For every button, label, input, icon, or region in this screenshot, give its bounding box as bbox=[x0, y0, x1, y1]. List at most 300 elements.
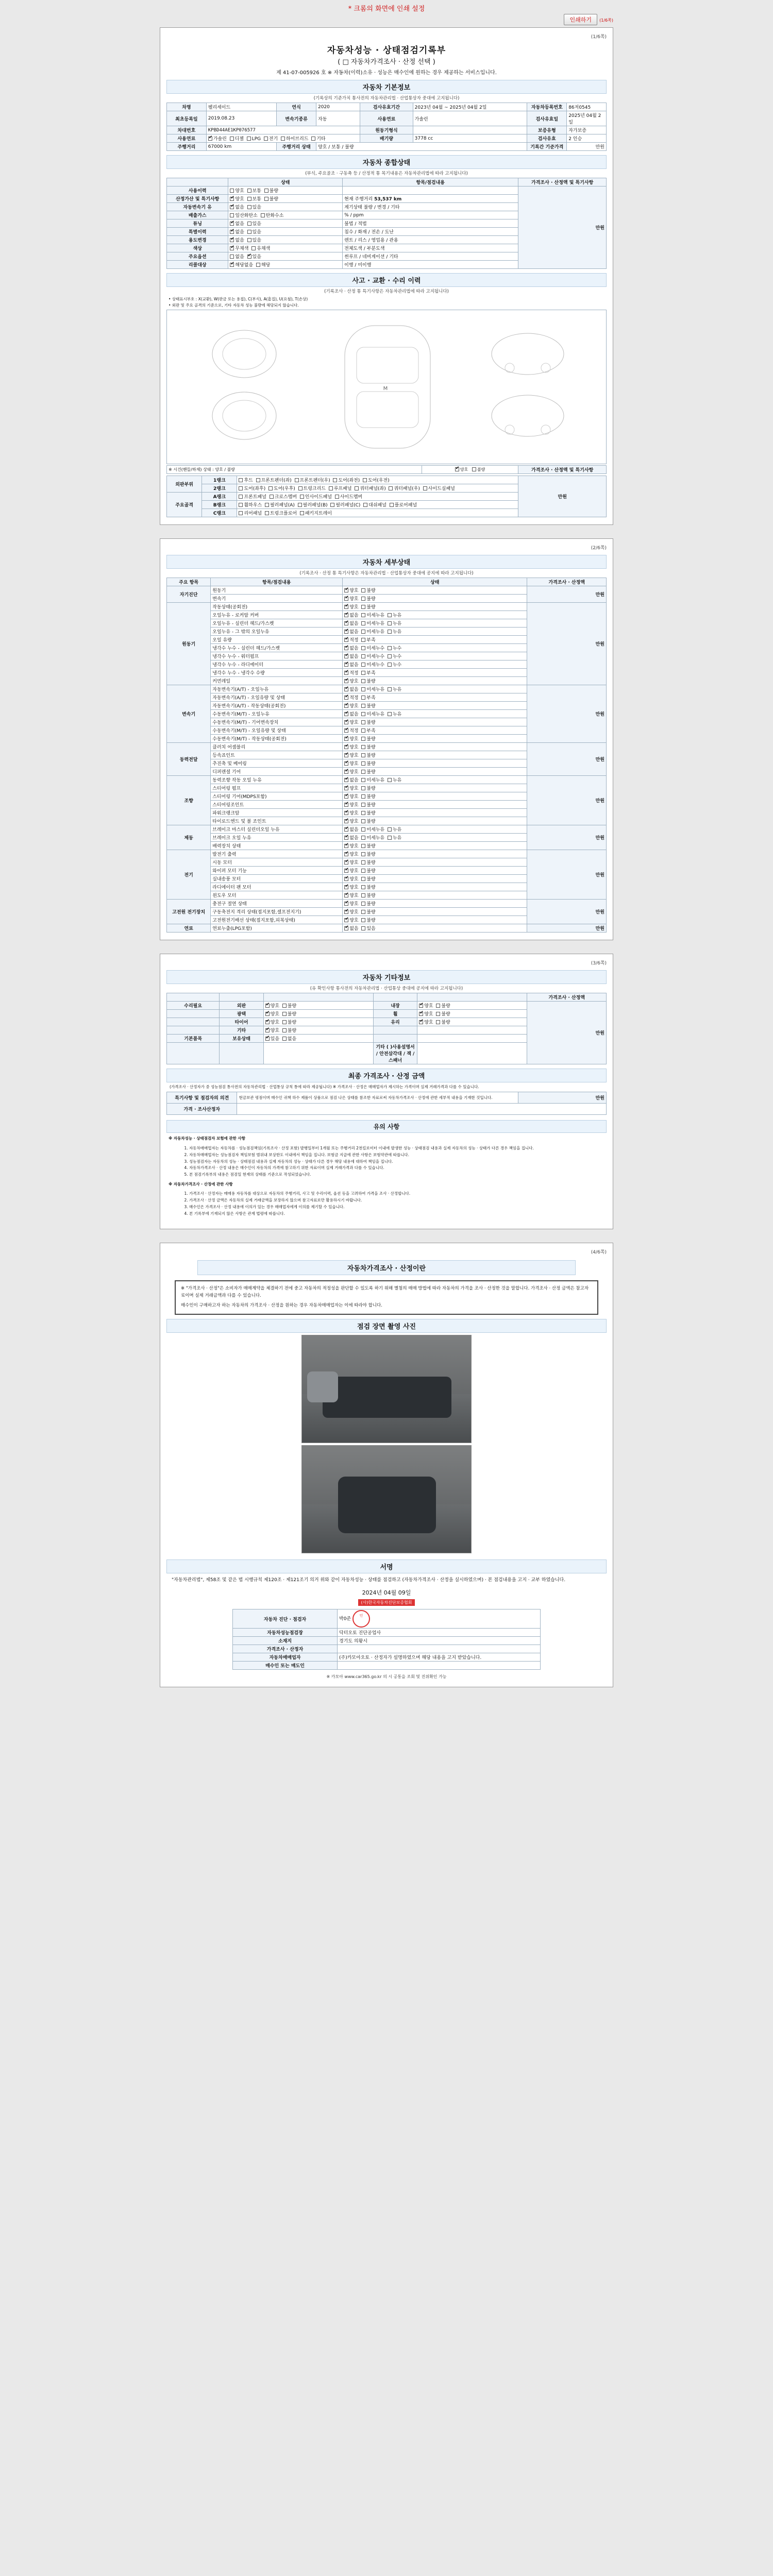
table-row bbox=[167, 466, 607, 474]
overall-opt-3-1[interactable]: 탄화수소 bbox=[261, 213, 284, 218]
table-header-row bbox=[167, 178, 607, 187]
etc-opt2-2-0[interactable]: ✔ 양호 bbox=[419, 1020, 433, 1025]
detail-opt-1-1-0[interactable]: ✔ 없음 bbox=[344, 613, 358, 618]
detail-opt-1-9-0[interactable]: ✔ 양호 bbox=[344, 679, 358, 684]
overall-opt-6-1[interactable]: 있음 bbox=[247, 238, 261, 243]
price-assessor-value bbox=[237, 1104, 607, 1115]
etc-cat-5 bbox=[167, 1043, 220, 1064]
detail-opt-4-2-1[interactable]: 불량 bbox=[361, 794, 375, 800]
fuel-opt-5[interactable]: 기타 bbox=[311, 137, 325, 142]
detail-opt-6-2-0[interactable]: ✔ 양호 bbox=[344, 869, 358, 874]
etc-opt-1-0[interactable]: ✔ 양호 bbox=[265, 1012, 279, 1017]
overall-state-7[interactable] bbox=[228, 244, 343, 252]
overall-name-0: 사용이력 bbox=[167, 187, 228, 195]
detail-item-1-5: 냉각수 누수 - 실린더 헤드/가스켓 bbox=[211, 644, 343, 652]
detail-opt-6-3-0[interactable]: ✔ 양호 bbox=[344, 877, 358, 882]
overall-opt-6-0[interactable]: ✔ 없음 bbox=[230, 238, 244, 243]
detail-state-8-0[interactable] bbox=[343, 924, 527, 933]
detail-opt-4-0-0[interactable]: ✔ 없음 bbox=[344, 778, 358, 783]
page-number-3: (3/6쪽) bbox=[591, 961, 607, 967]
topbar bbox=[0, 0, 773, 27]
detail-opt-6-4-1[interactable]: 불량 bbox=[361, 885, 375, 890]
photo-section-title: 점검 장면 촬영 사진 bbox=[166, 1319, 607, 1333]
detail-opt-7-2-0[interactable]: ✔ 양호 bbox=[344, 918, 358, 923]
overall-opt-3-0[interactable]: 일산화탄소 bbox=[230, 213, 257, 218]
detail-item-6-4: 라디에이터 팬 모터 bbox=[211, 883, 343, 891]
detail-opt-5-0-1[interactable]: 미세누유 bbox=[361, 827, 384, 833]
etc-state2-1[interactable] bbox=[417, 1010, 527, 1018]
overall-opt-8-0[interactable]: 없음 bbox=[230, 255, 244, 260]
detail-state-1-9[interactable] bbox=[343, 677, 527, 685]
caution-box bbox=[175, 1280, 598, 1315]
detail-opt-1-4-1[interactable]: 부족 bbox=[361, 638, 375, 643]
table-row bbox=[233, 1662, 541, 1670]
detail-opt-6-1-0[interactable]: ✔ 양호 bbox=[344, 860, 358, 866]
detail-opt-6-5-0[interactable]: ✔ 양호 bbox=[344, 893, 358, 899]
overall-state-4[interactable] bbox=[228, 219, 343, 228]
detail-opt-1-4-0[interactable]: ✔ 적정 bbox=[344, 638, 358, 643]
detail-opt-2-3-2[interactable]: 누유 bbox=[388, 712, 401, 717]
detail-state-7-0[interactable] bbox=[343, 900, 527, 908]
detail-opt-1-6-2[interactable]: 누수 bbox=[388, 654, 401, 659]
detail-opt-1-2-1[interactable]: 미세누유 bbox=[361, 621, 384, 626]
etc-opt2-0-0[interactable]: ✔ 양호 bbox=[419, 1004, 433, 1009]
detail-state-4-0[interactable] bbox=[343, 776, 527, 784]
table-row bbox=[167, 476, 607, 484]
detail-opt-5-0-2[interactable]: 누유 bbox=[388, 827, 401, 833]
detail-opt-1-8-1[interactable]: 부족 bbox=[361, 671, 375, 676]
overall-state-1[interactable] bbox=[228, 195, 343, 203]
detail-state-2-1[interactable] bbox=[343, 693, 527, 702]
detail-opt-1-3-1[interactable]: 미세누유 bbox=[361, 630, 384, 635]
col-price: 가격조사 · 산정액 및 특기사항 bbox=[518, 178, 607, 187]
detail-state-4-1[interactable] bbox=[343, 784, 527, 792]
inspection-photo-1[interactable] bbox=[301, 1335, 472, 1443]
sig-label-2: 소재지 bbox=[233, 1637, 338, 1645]
detail-state-7-1[interactable] bbox=[343, 908, 527, 916]
label-valid: 검사유효일 bbox=[527, 111, 567, 126]
overall-state-9[interactable] bbox=[228, 261, 343, 269]
overall-name-1: 산정가산 및 특기사항 bbox=[167, 195, 228, 203]
overall-opt-4-1[interactable]: 있음 bbox=[247, 222, 261, 227]
sig-value-4: (주)카모아오토 · 산정자가 ﻿설명하였으며 해당 내용을 고지 받았습니다. bbox=[338, 1653, 541, 1662]
detail-cat-1: 원동기 bbox=[167, 603, 211, 685]
detail-price-4: 만원 bbox=[527, 776, 607, 825]
print-button[interactable]: 인쇄하기 bbox=[564, 14, 597, 25]
detail-opt-7-0-0[interactable]: ✔ 양호 bbox=[344, 902, 358, 907]
section-etc-title: 자동차 기타정보 bbox=[166, 970, 607, 984]
stamp-icon: 인 bbox=[352, 1610, 370, 1628]
overall-opt-4-0[interactable]: ✔ 없음 bbox=[230, 222, 244, 227]
price-table bbox=[166, 1092, 607, 1115]
overall-state-0[interactable] bbox=[228, 187, 343, 195]
etc-opt2-0-1[interactable]: 불량 bbox=[436, 1004, 450, 1009]
caution-title: 자동차가격조사 · 산정이란 bbox=[197, 1260, 576, 1275]
fuel-opt-1[interactable]: 디젤 bbox=[230, 137, 244, 142]
etc-opt-0-0[interactable]: ✔ 양호 bbox=[265, 1004, 279, 1009]
detail-state-4-5[interactable] bbox=[343, 817, 527, 825]
overall-opt-2-0[interactable]: ✔ 없음 bbox=[230, 205, 244, 210]
detail-opt-4-1-0[interactable]: ✔ 양호 bbox=[344, 786, 358, 791]
detail-state-6-2[interactable] bbox=[343, 867, 527, 875]
overall-detail-1: 현재 주행거리 53,537 km bbox=[343, 195, 518, 203]
detail-opt-4-3-0[interactable]: ✔ 양호 bbox=[344, 803, 358, 808]
detail-opt-4-5-0[interactable]: ✔ 양호 bbox=[344, 819, 358, 824]
overall-opt-8-1[interactable]: ✔ 있음 bbox=[247, 255, 261, 260]
detail-opt-7-1-1[interactable]: 불량 bbox=[361, 910, 375, 915]
detail-opt-1-0-0[interactable]: ✔ 양호 bbox=[344, 605, 358, 610]
detail-item-4-1: 스티어링 펌프 bbox=[211, 784, 343, 792]
frame-rank-a: A랭크 bbox=[202, 493, 237, 501]
detail-opt-2-5-1[interactable]: 부족 bbox=[361, 728, 375, 734]
table-row bbox=[167, 1002, 607, 1010]
detail-state-6-4[interactable] bbox=[343, 883, 527, 891]
detail-item-4-4: 파워크랭크암 bbox=[211, 809, 343, 817]
overall-opt-0-1[interactable]: 보통 bbox=[247, 189, 261, 194]
detail-opt-4-2-0[interactable]: ✔ 양호 bbox=[344, 794, 358, 800]
detail-item-1-9: 커먼레일 bbox=[211, 677, 343, 685]
detail-opt-1-2-2[interactable]: 누유 bbox=[388, 621, 401, 626]
etc-item2-4 bbox=[373, 1035, 417, 1043]
detail-state-4-2[interactable] bbox=[343, 792, 527, 801]
detail-opt-6-0-1[interactable]: 불량 bbox=[361, 852, 375, 857]
detail-item-3-1: 등속죠인트 bbox=[211, 751, 343, 759]
overall-opt-1-2[interactable]: 불량 bbox=[264, 197, 278, 202]
overall-opt-9-0[interactable]: ✔ 해당없음 bbox=[230, 263, 253, 268]
detail-state-6-5[interactable] bbox=[343, 891, 527, 900]
detail-opt-4-3-1[interactable]: 불량 bbox=[361, 803, 375, 808]
etc-opt-1-1[interactable]: 불량 bbox=[282, 1012, 296, 1017]
etc-rows bbox=[167, 1002, 607, 1064]
detail-opt-1-6-0[interactable]: ✔ 없음 bbox=[344, 654, 358, 659]
overall-state-5[interactable] bbox=[228, 228, 343, 236]
etc-state-5[interactable] bbox=[263, 1043, 373, 1064]
warnings-body bbox=[166, 1135, 607, 1222]
signature-title: 서명 bbox=[166, 1560, 607, 1573]
value-carname: 펠리세이드 bbox=[206, 103, 276, 111]
etc-col-cat bbox=[167, 993, 220, 1002]
col-item: 항목/점검내용 bbox=[211, 578, 343, 586]
detail-opt-0-1-1[interactable]: 불량 bbox=[361, 597, 375, 602]
detail-opt-1-0-1[interactable]: 불량 bbox=[361, 605, 375, 610]
price-desc: (가격조사 · 산정자가 중 성능점검 통사전의 자동차관리법 · 산업통상 규칙 통에 따라 제공됩니다) ※ 가격조사 · 산정은 매매업자가 제시하는 가격이며 실제 거래가격과 다를 수 있습니다. bbox=[170, 1084, 479, 1090]
overall-opt-7-1[interactable]: 유채색 bbox=[251, 246, 270, 251]
overall-state-3[interactable] bbox=[228, 211, 343, 219]
detail-opt-4-0-2[interactable]: 누유 bbox=[388, 778, 401, 783]
detail-item-1-8: 냉각수 누수 - 냉각수 수량 bbox=[211, 669, 343, 677]
overall-state-2[interactable] bbox=[228, 203, 343, 211]
overall-opt-9-1[interactable]: 해당 bbox=[256, 263, 270, 268]
detail-state-2-5[interactable] bbox=[343, 726, 527, 735]
detail-opt-4-1-1[interactable]: 불량 bbox=[361, 786, 375, 791]
detail-opt-5-1-0[interactable]: ✔ 없음 bbox=[344, 836, 358, 841]
detail-opt-1-5-2[interactable]: 누수 bbox=[388, 646, 401, 651]
detail-opt-5-2-0[interactable]: ✔ 양호 bbox=[344, 844, 358, 849]
detail-opt-3-2-1[interactable]: 불량 bbox=[361, 761, 375, 767]
etc-col-item2 bbox=[373, 993, 417, 1002]
detail-state-3-1[interactable] bbox=[343, 751, 527, 759]
table-row bbox=[233, 1609, 541, 1629]
detail-opt-6-2-1[interactable]: 불량 bbox=[361, 869, 375, 874]
label-transmission: 변속기종류 bbox=[277, 111, 316, 126]
handle-state-options[interactable]: ✔ 양호 불량 bbox=[422, 466, 518, 474]
page-title: 자동차성능 · 상태점검기록부 bbox=[327, 45, 446, 56]
frame-items-a: 프론트패널 크로스멤버 인사이드패널 사이드멤버 bbox=[237, 493, 518, 501]
detail-state-2-0[interactable] bbox=[343, 685, 527, 693]
detail-opt-1-3-0[interactable]: ✔ 없음 bbox=[344, 630, 358, 635]
detail-opt-1-7-2[interactable]: 누수 bbox=[388, 663, 401, 668]
etc-opt-4-1[interactable]: 없음 bbox=[282, 1037, 296, 1042]
overall-detail-7: 전체도색 / 부분도색 bbox=[343, 244, 518, 252]
etc-item2-3 bbox=[373, 1026, 417, 1035]
detail-opt-2-1-0[interactable]: ✔ 적정 bbox=[344, 696, 358, 701]
warn-item: 1. 가격조사 · 산정자는 매매용 자동차를 대상으로 자동차의 주행거리, 사고 및 수리이력, 옵션 등을 고려하여 가격을 조사 · 산정합니다. bbox=[189, 1191, 604, 1197]
etc-item2-0: 내장 bbox=[373, 1002, 417, 1010]
detail-state-1-0[interactable] bbox=[343, 603, 527, 611]
detail-state-1-5[interactable] bbox=[343, 644, 527, 652]
overall-opt-2-1[interactable]: 있음 bbox=[247, 205, 261, 210]
detail-opt-2-4-1[interactable]: 불량 bbox=[361, 720, 375, 725]
detail-state-1-4[interactable] bbox=[343, 636, 527, 644]
etc-opt-0-1[interactable]: 불량 bbox=[282, 1004, 296, 1009]
detail-state-0-0[interactable] bbox=[343, 586, 527, 595]
overall-name-9: 리콜대상 bbox=[167, 261, 228, 269]
detail-state-1-7[interactable] bbox=[343, 660, 527, 669]
overall-name-3: 배출가스 bbox=[167, 211, 228, 219]
detail-opt-3-0-0[interactable]: ✔ 양호 bbox=[344, 745, 358, 750]
detail-opt-4-5-1[interactable]: 불량 bbox=[361, 819, 375, 824]
detail-state-4-4[interactable] bbox=[343, 809, 527, 817]
etc-state2-5[interactable] bbox=[417, 1043, 527, 1064]
detail-opt-2-0-1[interactable]: 미세누유 bbox=[361, 687, 384, 692]
fuel-opt-2[interactable]: LPG bbox=[247, 137, 261, 142]
etc-state-0[interactable] bbox=[263, 1002, 373, 1010]
detail-opt-8-0-0[interactable]: ✔ 없음 bbox=[344, 926, 358, 931]
etc-opt-3-1[interactable]: 불량 bbox=[282, 1028, 296, 1033]
overall-name-8: 주요옵션 bbox=[167, 252, 228, 261]
detail-opt-2-6-1[interactable]: 불량 bbox=[361, 737, 375, 742]
label-warranty: 보증유형 bbox=[527, 126, 567, 134]
detail-opt-8-0-1[interactable]: 있음 bbox=[361, 926, 375, 931]
fuel-opt-3[interactable]: 전기 bbox=[264, 137, 278, 142]
detail-opt-7-2-1[interactable]: 불량 bbox=[361, 918, 375, 923]
overall-opt-5-1[interactable]: 있음 bbox=[247, 230, 261, 235]
detail-item-6-2: 와이퍼 모터 기능 bbox=[211, 867, 343, 875]
detail-opt-5-2-1[interactable]: 불량 bbox=[361, 844, 375, 849]
detail-state-3-0[interactable] bbox=[343, 743, 527, 751]
detail-opt-3-0-1[interactable]: 불량 bbox=[361, 745, 375, 750]
table-row bbox=[167, 685, 607, 693]
detail-cat-2: 변속기 bbox=[167, 685, 211, 743]
overall-opt-1-1[interactable]: 보통 bbox=[247, 197, 261, 202]
detail-state-2-2[interactable] bbox=[343, 702, 527, 710]
detail-state-1-3[interactable] bbox=[343, 628, 527, 636]
detail-state-6-1[interactable] bbox=[343, 858, 527, 867]
detail-opt-1-9-1[interactable]: 불량 bbox=[361, 679, 375, 684]
sig-label-0: 자동차 진단 · 점검자 bbox=[233, 1609, 338, 1629]
detail-opt-1-5-1[interactable]: 미세누수 bbox=[361, 646, 384, 651]
detail-state-3-2[interactable] bbox=[343, 759, 527, 768]
detail-state-2-4[interactable] bbox=[343, 718, 527, 726]
detail-state-1-8[interactable] bbox=[343, 669, 527, 677]
detail-state-6-0[interactable] bbox=[343, 850, 527, 858]
detail-opt-6-3-1[interactable]: 불량 bbox=[361, 877, 375, 882]
etc-opt-2-0[interactable]: ✔ 양호 bbox=[265, 1020, 279, 1025]
label-fuel-type: 사용연료 bbox=[167, 134, 207, 143]
section-detail-note: (기록조사 · 산정 통 특기사항은 자동차관리법 · 산업통상자 중대에 공지에 따라 고지됩니다) bbox=[299, 571, 474, 577]
detail-opt-1-1-2[interactable]: 누유 bbox=[388, 613, 401, 618]
detail-opt-2-3-0[interactable]: ✔ 없음 bbox=[344, 712, 358, 717]
detail-opt-2-0-2[interactable]: 누유 bbox=[388, 687, 401, 692]
detail-state-2-6[interactable] bbox=[343, 735, 527, 743]
overall-name-2: 자동변속기 유 bbox=[167, 203, 228, 211]
detail-opt-2-2-0[interactable]: ✔ 양호 bbox=[344, 704, 358, 709]
detail-state-1-2[interactable] bbox=[343, 619, 527, 628]
overall-opt-0-0[interactable]: 양호 bbox=[230, 189, 244, 194]
detail-state-1-6[interactable] bbox=[343, 652, 527, 660]
fuel-opt-0[interactable]: ✔ 가솔린 bbox=[208, 137, 227, 142]
value-year: 2020 bbox=[316, 103, 360, 111]
detail-item-6-3: 실내송풍 모터 bbox=[211, 875, 343, 883]
table-row bbox=[167, 111, 607, 126]
detail-opt-7-0-1[interactable]: 불량 bbox=[361, 902, 375, 907]
label-engine-type: 원동기형식 bbox=[360, 126, 413, 134]
detail-opt-6-4-0[interactable]: ✔ 양호 bbox=[344, 885, 358, 890]
etc-state2-0[interactable] bbox=[417, 1002, 527, 1010]
detail-state-5-0[interactable] bbox=[343, 825, 527, 834]
detail-opt-5-0-0[interactable]: ✔ 없음 bbox=[344, 827, 358, 833]
detail-opt-4-0-1[interactable]: 미세누유 bbox=[361, 778, 384, 783]
overall-opt-0-2[interactable]: 불량 bbox=[264, 189, 278, 194]
detail-state-7-2[interactable] bbox=[343, 916, 527, 924]
etc-col-state2 bbox=[417, 993, 527, 1002]
detail-opt-3-2-0[interactable]: ✔ 양호 bbox=[344, 761, 358, 767]
detail-opt-6-0-0[interactable]: ✔ 양호 bbox=[344, 852, 358, 857]
price-special-label: 특기사항 및 점검자의 의견 bbox=[167, 1092, 237, 1104]
detail-state-0-1[interactable] bbox=[343, 595, 527, 603]
overall-state-8[interactable] bbox=[228, 252, 343, 261]
overall-rows bbox=[167, 187, 607, 269]
etc-state2-2[interactable] bbox=[417, 1018, 527, 1026]
overall-opt-5-0[interactable]: ✔ 없음 bbox=[230, 230, 244, 235]
detail-opt-3-1-1[interactable]: 불량 bbox=[361, 753, 375, 758]
warn-group1-list bbox=[169, 1146, 604, 1178]
handle-state-label: ※ 시건(핸들/하체) 상태 : 양호 / 불량 bbox=[167, 466, 422, 474]
detail-opt-3-1-0[interactable]: ✔ 양호 bbox=[344, 753, 358, 758]
accident-price-cell: 만원 bbox=[518, 476, 607, 517]
overall-opt-1-0[interactable]: ✔ 양호 bbox=[230, 197, 244, 202]
etc-state2-4[interactable] bbox=[417, 1035, 527, 1043]
overall-state-6[interactable] bbox=[228, 236, 343, 244]
detail-opt-2-0-0[interactable]: ✔ 없음 bbox=[344, 687, 358, 692]
detail-opt-0-1-0[interactable]: ✔ 양호 bbox=[344, 597, 358, 602]
page-1 bbox=[160, 27, 613, 525]
basic-info-table bbox=[166, 103, 607, 151]
detail-cat-4: 조향 bbox=[167, 776, 211, 825]
detail-item-2-4: 수동변속기(M/T) - 기어변속장치 bbox=[211, 718, 343, 726]
detail-state-3-3[interactable] bbox=[343, 768, 527, 776]
etc-state-2[interactable] bbox=[263, 1018, 373, 1026]
detail-opt-1-6-1[interactable]: 미세누수 bbox=[361, 654, 384, 659]
detail-opt-4-4-1[interactable]: 불량 bbox=[361, 811, 375, 816]
detail-state-5-2[interactable] bbox=[343, 842, 527, 850]
detail-opt-2-3-1[interactable]: 미세누유 bbox=[361, 712, 384, 717]
detail-opt-1-5-0[interactable]: ✔ 없음 bbox=[344, 646, 358, 651]
detail-opt-0-0-1[interactable]: 불량 bbox=[361, 588, 375, 594]
etc-opt2-2-1[interactable]: 불량 bbox=[436, 1020, 450, 1025]
mileage-state-options[interactable]: 양호 / 보통 / 불량 bbox=[316, 143, 527, 151]
sig-value-0: 박0준 인 bbox=[338, 1609, 541, 1629]
overall-name-7: 색상 bbox=[167, 244, 228, 252]
detail-opt-6-1-1[interactable]: 불량 bbox=[361, 860, 375, 866]
etc-opt2-1-0[interactable]: ✔ 양호 bbox=[419, 1012, 433, 1017]
detail-opt-1-8-0[interactable]: ✔ 적정 bbox=[344, 671, 358, 676]
car-damage-diagram[interactable] bbox=[166, 310, 607, 464]
detail-opt-1-3-2[interactable]: 누유 bbox=[388, 630, 401, 635]
page-2 bbox=[160, 538, 613, 940]
doc-number-line: 제 41-07-005926 호 ※ 자동차(이력)소유 · 성능은 매수인에 원하는 경우 제공하는 서비스입니다. bbox=[276, 70, 497, 76]
etc-opt2-1-1[interactable]: 불량 bbox=[436, 1012, 450, 1017]
detail-opt-1-7-1[interactable]: 미세누수 bbox=[361, 663, 384, 668]
detail-state-4-3[interactable] bbox=[343, 801, 527, 809]
etc-opt-4-0[interactable]: ✔ 있음 bbox=[265, 1037, 279, 1042]
etc-state2-3[interactable] bbox=[417, 1026, 527, 1035]
fuel-opt-4[interactable]: 하이브리드 bbox=[281, 137, 308, 142]
etc-item-2: 타이어 bbox=[220, 1018, 263, 1026]
detail-opt-2-6-0[interactable]: ✔ 양호 bbox=[344, 737, 358, 742]
etc-state-4[interactable] bbox=[263, 1035, 373, 1043]
detail-state-6-3[interactable] bbox=[343, 875, 527, 883]
detail-state-5-1[interactable] bbox=[343, 834, 527, 842]
detail-state-1-1[interactable] bbox=[343, 611, 527, 619]
detail-opt-3-3-1[interactable]: 불량 bbox=[361, 770, 375, 775]
table-row bbox=[167, 1092, 607, 1104]
etc-state-3[interactable] bbox=[263, 1026, 373, 1035]
detail-item-2-6: 수동변속기(M/T) - 작동상태(공회전) bbox=[211, 735, 343, 743]
etc-opt-2-1[interactable]: 불량 bbox=[282, 1020, 296, 1025]
detail-opt-6-5-1[interactable]: 불량 bbox=[361, 893, 375, 899]
detail-price-1: 만원 bbox=[527, 603, 607, 685]
detail-opt-5-1-1[interactable]: 미세누유 bbox=[361, 836, 384, 841]
detail-opt-3-3-0[interactable]: ✔ 양호 bbox=[344, 770, 358, 775]
detail-opt-7-1-0[interactable]: ✔ 양호 bbox=[344, 910, 358, 915]
label-displacement: 배기량 bbox=[360, 134, 413, 143]
overall-detail-4: 불법 / 적법 bbox=[343, 219, 518, 228]
overall-opt-7-0[interactable]: ✔ 무채색 bbox=[230, 246, 248, 251]
etc-opt-3-0[interactable]: ✔ 양호 bbox=[265, 1028, 279, 1033]
table-row bbox=[167, 103, 607, 111]
detail-opt-2-4-0[interactable]: ✔ 양호 bbox=[344, 720, 358, 725]
warn-item: 2. 가격조사 · 산정 금액은 자동차의 실제 거래금액을 보장하지 않으며 참고자료로만 활용하시기 바랍니다. bbox=[189, 1198, 604, 1204]
detail-opt-4-4-0[interactable]: ✔ 양호 bbox=[344, 811, 358, 816]
sig-label-3: 가격조사 · 산정자 bbox=[233, 1645, 338, 1653]
detail-opt-5-1-2[interactable]: 누유 bbox=[388, 836, 401, 841]
detail-item-2-2: 자동변속기(A/T) - 작동상태(공회전) bbox=[211, 702, 343, 710]
detail-opt-1-7-0[interactable]: ✔ 없음 bbox=[344, 663, 358, 668]
detail-opt-1-1-1[interactable]: 미세누유 bbox=[361, 613, 384, 618]
outer-rank-1: 1랭크 bbox=[202, 476, 237, 484]
warn-item: 2. 자동차매매업자는 성능점검자 책임보험 범위내 보상한도 이내에서 책임을 집니다. 보험금 지급에 관한 사항은 보험약관에 따릅니다. bbox=[189, 1153, 604, 1158]
detail-opt-2-5-0[interactable]: ✔ 적정 bbox=[344, 728, 358, 734]
detail-opt-2-1-1[interactable]: 부족 bbox=[361, 696, 375, 701]
inspection-photo-2[interactable] bbox=[301, 1445, 472, 1553]
overall-name-6: 용도변경 bbox=[167, 236, 228, 244]
etc-state-1[interactable] bbox=[263, 1010, 373, 1018]
detail-opt-0-0-0[interactable]: ✔ 양호 bbox=[344, 588, 358, 594]
detail-opt-1-2-0[interactable]: ✔ 없음 bbox=[344, 621, 358, 626]
detail-opt-2-2-1[interactable]: 불량 bbox=[361, 704, 375, 709]
detail-state-2-3[interactable] bbox=[343, 710, 527, 718]
